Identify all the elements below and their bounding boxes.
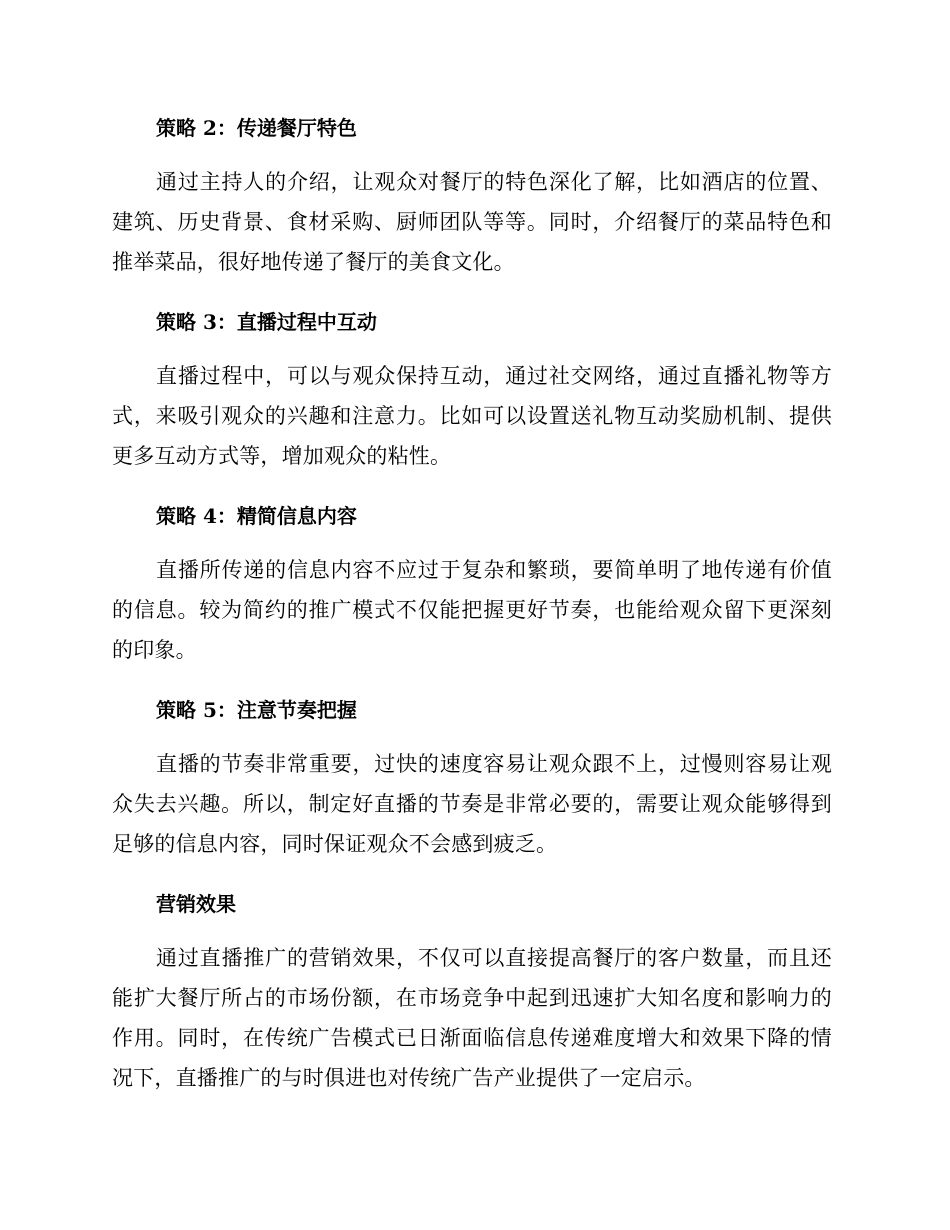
section-heading-strategy-4: 策略 4：精简信息内容 <box>156 504 357 528</box>
section-heading-strategy-5: 策略 5：注意节奏把握 <box>156 698 357 722</box>
section-heading-strategy-2: 策略 2：传递餐厅特色 <box>156 116 357 140</box>
section-paragraph-strategy-5: 直播的节奏非常重要，过快的速度容易让观众跟不上，过慢则容易让观众失去兴趣。所以，制定好直播的节奏是非常必要的，需要让观众能够得到足够的信息内容，同时保证观众不会感到疲乏。 <box>112 752 832 856</box>
section-heading-marketing-effect: 营销效果 <box>156 892 236 916</box>
section-paragraph-marketing-effect: 通过直播推广的营销效果，不仅可以直接提高餐厅的客户数量，而且还能扩大餐厅所占的市场份额，在市场竞争中起到迅速扩大知名度和影响力的作用。同时，在传统广告模式已日渐面临信息传递难度增大和效果下降的情况下，直播推广的与时俱进也对传统广告产业提供了一定启示。 <box>112 946 832 1090</box>
section-paragraph-strategy-2: 通过主持人的介绍，让观众对餐厅的特色深化了解，比如酒店的位置、建筑、历史背景、食材采购、厨师团队等等。同时，介绍餐厅的菜品特色和推举菜品，很好地传递了餐厅的美食文化。 <box>112 170 832 274</box>
section-paragraph-strategy-4: 直播所传递的信息内容不应过于复杂和繁琐，要简单明了地传递有价值的信息。较为简约的推广模式不仅能把握更好节奏，也能给观众留下更深刻的印象。 <box>112 558 832 662</box>
section-paragraph-strategy-3: 直播过程中，可以与观众保持互动，通过社交网络，通过直播礼物等方式，来吸引观众的兴趣和注意力。比如可以设置送礼物互动奖励机制、提供更多互动方式等，增加观众的粘性。 <box>112 364 832 468</box>
section-heading-strategy-3: 策略 3：直播过程中互动 <box>156 310 377 334</box>
